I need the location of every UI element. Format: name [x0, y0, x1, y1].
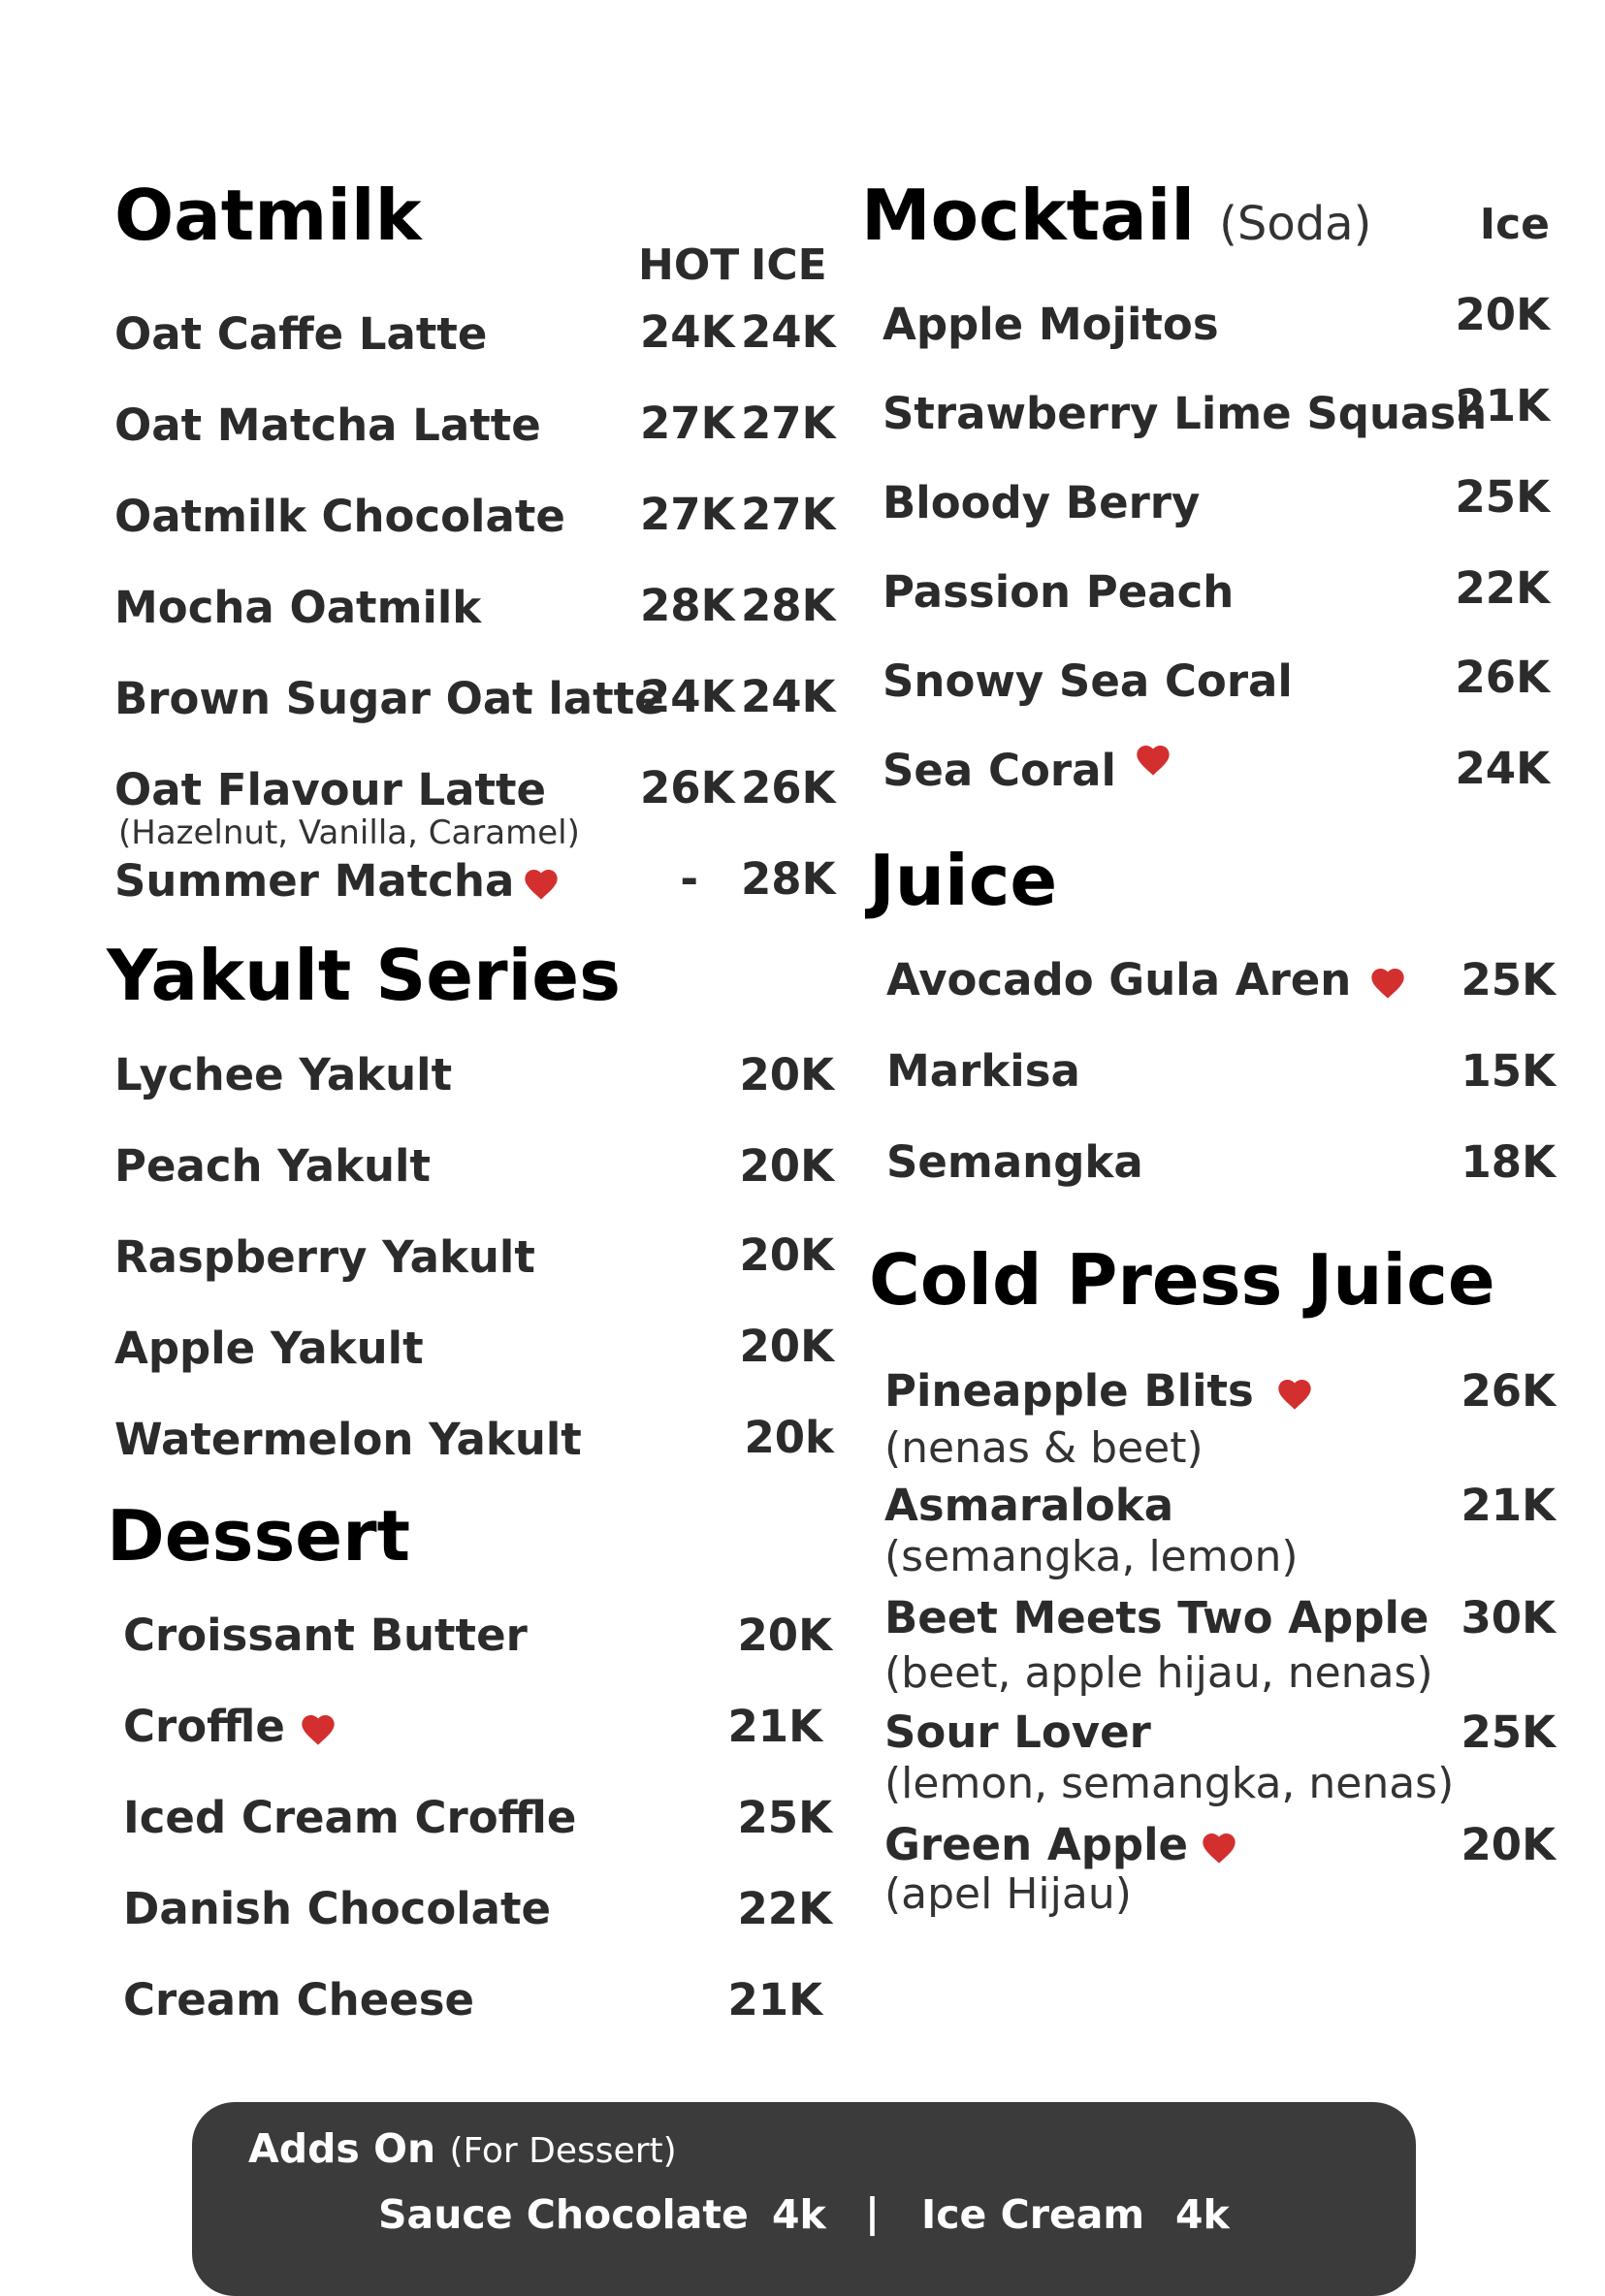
mocktail-item-price: 21K: [1455, 380, 1550, 431]
cold-press-item-name: Asmaraloka: [884, 1480, 1174, 1531]
mocktail-item-price: 24K: [1455, 743, 1550, 794]
mocktail-item-name: Apple Mojitos: [883, 299, 1219, 350]
cold-press-item-green-apple: [884, 1819, 1238, 1870]
oatmilk-item-hot-price: 24K: [640, 671, 735, 722]
addons-item-price: 4k: [772, 2191, 826, 2238]
cold-press-item-note: (nenas & beet): [884, 1423, 1204, 1473]
addons-subtitle: (For Dessert): [449, 2131, 677, 2171]
cold-press-item-price: 30K: [1461, 1592, 1556, 1643]
oatmilk-item-ice-price: 26K: [741, 762, 836, 813]
cold-press-item-note: (lemon, semangka, nenas): [884, 1759, 1455, 1808]
yakult-item-name: Watermelon Yakult: [114, 1414, 582, 1465]
mocktail-item-price: 22K: [1455, 562, 1550, 614]
oatmilk-item-name: Oat Matcha Latte: [114, 399, 541, 451]
yakult-item-name: Peach Yakult: [114, 1140, 431, 1192]
oatmilk-title: Oatmilk: [114, 175, 422, 256]
heart-icon: [1134, 741, 1172, 780]
dessert-item-name: Croissant Butter: [123, 1610, 528, 1661]
oatmilk-item-name: Oatmilk Chocolate: [114, 491, 565, 542]
cold-press-item-note: (apel Hijau): [884, 1869, 1132, 1919]
oatmilk-item-ice-price: 24K: [741, 671, 836, 722]
mocktail-item-price: 20K: [1455, 289, 1550, 340]
heart-icon: [1368, 964, 1407, 1003]
dessert-item-price: 22K: [737, 1883, 832, 1934]
oatmilk-item-name: Oat Caffe Latte: [114, 308, 488, 360]
oatmilk-item-ice-price: 28K: [741, 580, 836, 631]
cold-press-item-name: Green Apple: [884, 1819, 1189, 1870]
oatmilk-item-name: Mocha Oatmilk: [114, 582, 482, 633]
oatmilk-item-ice-price: 24K: [741, 306, 836, 358]
oatmilk-item-hot-price: 27K: [640, 489, 735, 540]
dessert-item-price: 25K: [737, 1792, 832, 1843]
juice-item-avocado: [886, 954, 1407, 1005]
yakult-item-name: Apple Yakult: [114, 1323, 424, 1374]
oatmilk-item-name: Brown Sugar Oat latte: [114, 673, 664, 724]
oatmilk-col-ice: ICE: [751, 240, 827, 290]
mocktail-item-name: Passion Peach: [883, 566, 1235, 618]
yakult-title: Yakult Series: [107, 935, 621, 1016]
oatmilk-item-name: Summer Matcha: [114, 855, 515, 907]
yakult-item-name: Raspberry Yakult: [114, 1231, 535, 1283]
mocktail-item-price: 26K: [1455, 652, 1550, 703]
oatmilk-item-hot-price: -: [680, 853, 698, 905]
oatmilk-item-hot-price: 24K: [640, 306, 735, 358]
oatmilk-item-hot-price: 27K: [640, 398, 735, 449]
mocktail-item-name: Bloody Berry: [883, 477, 1201, 528]
dessert-title: Dessert: [107, 1495, 411, 1577]
oatmilk-item-hot-price: 26K: [640, 762, 735, 813]
oatmilk-item-hot-price: 28K: [640, 580, 735, 631]
mocktail-item-sea-coral: [883, 745, 1172, 796]
cold-press-title: Cold Press Juice: [869, 1239, 1495, 1321]
cold-press-item-pineapple: [884, 1365, 1314, 1417]
addons-panel: [192, 2102, 1416, 2296]
juice-item-name: Semangka: [886, 1136, 1143, 1188]
addons-title-row: [248, 2125, 677, 2172]
juice-item-name: Markisa: [886, 1045, 1080, 1097]
yakult-item-price: 20K: [739, 1229, 834, 1281]
oatmilk-item-name: Oat Flavour Latte: [114, 764, 547, 815]
heart-icon: [522, 865, 561, 904]
dessert-item-croffle: [123, 1701, 337, 1752]
dessert-item-price: 21K: [727, 1701, 822, 1752]
cold-press-item-note: (beet, apple hijau, nenas): [884, 1648, 1433, 1698]
oatmilk-item-note: (Hazelnut, Vanilla, Caramel): [118, 813, 580, 852]
mocktail-item-name: Sea Coral: [883, 745, 1116, 796]
mocktail-title-row: [861, 175, 1372, 256]
yakult-item-price: 20K: [739, 1140, 834, 1192]
addons-item-name: Sauce Chocolate: [378, 2191, 749, 2238]
juice-item-name: Avocado Gula Aren: [886, 954, 1352, 1005]
yakult-item-price: 20k: [744, 1412, 834, 1463]
yakult-item-price: 20K: [739, 1321, 834, 1372]
mocktail-item-price: 25K: [1455, 471, 1550, 523]
yakult-item-name: Lychee Yakult: [114, 1049, 453, 1100]
dessert-item-name: Iced Cream Croffle: [123, 1792, 577, 1843]
oatmilk-col-hot: HOT: [638, 240, 740, 290]
addons-item-price: 4k: [1175, 2191, 1230, 2238]
oatmilk-item-ice-price: 28K: [741, 853, 836, 905]
dessert-item-price: 21K: [727, 1974, 822, 2025]
juice-item-price: 18K: [1461, 1136, 1556, 1188]
cold-press-item-name: Pineapple Blits: [884, 1365, 1254, 1417]
dessert-item-name: Danish Chocolate: [123, 1883, 552, 1934]
addons-separator: |: [865, 2189, 880, 2236]
juice-title: Juice: [869, 840, 1058, 921]
oatmilk-item-ice-price: 27K: [741, 489, 836, 540]
dessert-item-price: 20K: [737, 1610, 832, 1661]
mocktail-item-name: Snowy Sea Coral: [883, 655, 1293, 707]
cold-press-item-name: Sour Lover: [884, 1706, 1151, 1758]
addons-item-name: Ice Cream: [921, 2191, 1145, 2238]
mocktail-col-ice: Ice: [1479, 200, 1550, 249]
heart-icon: [1275, 1375, 1314, 1414]
heart-icon: [1200, 1829, 1238, 1867]
cold-press-item-name: Beet Meets Two Apple: [884, 1592, 1429, 1643]
dessert-item-name: Cream Cheese: [123, 1974, 475, 2025]
juice-item-price: 25K: [1461, 954, 1556, 1005]
oatmilk-item-summer-matcha: [114, 855, 561, 907]
cold-press-item-price: 26K: [1461, 1365, 1556, 1417]
cold-press-item-note: (semangka, lemon): [884, 1532, 1299, 1581]
addons-title: Adds On: [248, 2125, 436, 2172]
yakult-item-price: 20K: [739, 1049, 834, 1100]
cold-press-item-price: 20K: [1461, 1819, 1556, 1870]
mocktail-item-name: Strawberry Lime Squash: [883, 388, 1488, 439]
dessert-item-name: Croffle: [123, 1701, 285, 1752]
juice-item-price: 15K: [1461, 1045, 1556, 1097]
oatmilk-item-ice-price: 27K: [741, 398, 836, 449]
mocktail-subtitle: (Soda): [1219, 197, 1372, 251]
cold-press-item-price: 21K: [1461, 1480, 1556, 1531]
cold-press-item-price: 25K: [1461, 1706, 1556, 1758]
heart-icon: [299, 1710, 337, 1749]
mocktail-title: Mocktail: [861, 175, 1196, 256]
